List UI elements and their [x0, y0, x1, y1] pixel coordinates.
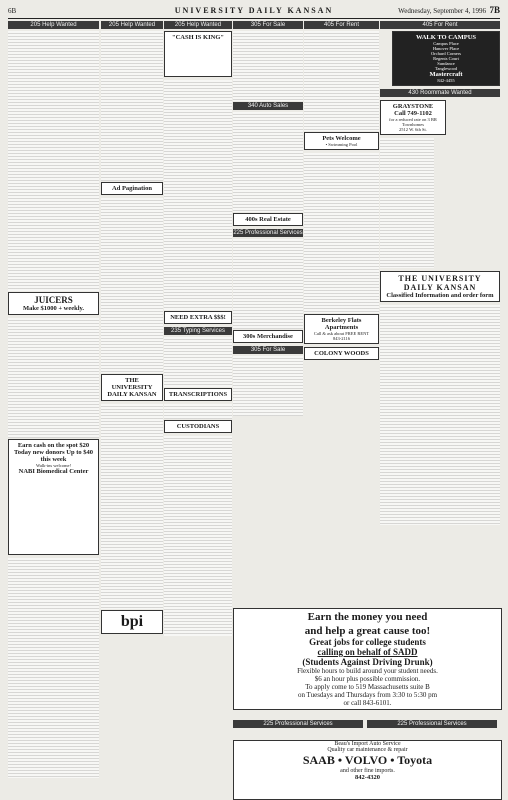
- section-header-professional: 225 Professional Services: [233, 720, 363, 728]
- section-header-help-wanted: 205 Help Wanted: [101, 21, 163, 29]
- classified-text-block: [101, 404, 163, 609]
- classified-text-block: [233, 239, 303, 329]
- custodians-ad: [164, 420, 232, 433]
- classified-info-title: Classified Information and order form: [386, 292, 494, 299]
- berkeley-name: Berkeley Flats Apartments: [321, 317, 362, 331]
- campus-place: Campus Place: [433, 41, 459, 46]
- berkeley-flats-ad: [304, 314, 379, 344]
- saab-line-3: and other fine imports.: [340, 768, 395, 774]
- banner-line-2: and help a great cause too!: [304, 625, 431, 637]
- juicers-ad: [8, 292, 99, 315]
- hanover-place: Hanover Place: [432, 46, 460, 51]
- sundance: Sundance: [437, 61, 455, 66]
- banner-line-9: on Tuesdays and Thursdays from 3:30 to 5:30 pm: [297, 691, 438, 699]
- banner-line-5: (Students Against Driving Drunk): [302, 657, 433, 667]
- banner-line-6: Flexible hours to build around your student needs.: [297, 667, 438, 675]
- saab-brand: SAAB • VOLVO • Toyota: [302, 753, 433, 767]
- banner-line-3: Great jobs for college students: [309, 637, 426, 647]
- colony-woods-title: COLONY WOODS: [314, 350, 369, 357]
- section-header-help-wanted: 205 Help Wanted: [8, 21, 99, 29]
- classified-text-block: [8, 318, 99, 438]
- saab-line-2: Quality car maintenance & repair: [327, 747, 408, 753]
- merchandise-header-box: [233, 330, 303, 343]
- section-header-auto-sales: 340 Auto Sales: [233, 102, 303, 110]
- pets-welcome-ad: [304, 132, 379, 150]
- classified-text-block: [164, 404, 232, 419]
- section-header-for-rent: 405 For Rent: [304, 21, 379, 29]
- section-header-for-rent: 405 For Rent: [380, 21, 500, 29]
- graystone-address: 2512 W. 6th St.: [399, 127, 427, 132]
- classified-text-block: [164, 80, 232, 310]
- cash-is-king-ad: [164, 31, 232, 77]
- udk-logo: THE UNIVERSITY DAILY KANSAN: [107, 377, 157, 398]
- earn-cash-text: Earn cash on the spot $20 Today new donors Up to $40 this week: [13, 442, 94, 463]
- banner-line-4: calling on behalf of SADD: [317, 647, 418, 657]
- classified-text-block: [101, 198, 163, 373]
- section-header-professional: 225 Professional Services: [367, 720, 497, 728]
- need-cash-ad: [164, 311, 232, 324]
- tanglewood: Tanglewood: [434, 66, 458, 71]
- masthead: [8, 4, 500, 19]
- section-header-for-sale: 305 For Sale: [233, 21, 303, 29]
- berkeley-phone: 843-2116: [332, 336, 351, 341]
- column-2: [101, 20, 163, 798]
- sadd-banner-ad: [233, 608, 502, 710]
- walk-to-campus-title: WALK TO CAMPUS: [415, 34, 477, 41]
- berkeley-call: Call & ask about FREE RENT: [313, 331, 370, 336]
- bottom-headers: [233, 712, 500, 730]
- transcriptions-title: TRANSCRIPTIONS: [168, 391, 228, 398]
- issue-date: Wednesday, September 4, 1996: [398, 7, 486, 15]
- mastercraft: Mastercraft: [429, 71, 463, 78]
- section-header-roommate: 430 Roommate Wanted: [380, 89, 500, 97]
- beaus-import-ad: [233, 740, 502, 800]
- banner-line-8: To apply come to 519 Massachusetts suite B: [305, 683, 430, 691]
- pool-text: • Swimming Pool: [325, 142, 358, 147]
- classified-text-block: [304, 31, 379, 131]
- saab-phone: 842-4320: [355, 774, 380, 781]
- pets-welcome-title: Pets Welcome: [322, 135, 361, 142]
- classified-text-block: [304, 153, 379, 313]
- graystone-ad: [380, 100, 446, 135]
- walk-to-campus-ad: [392, 31, 500, 86]
- plasma-donation-ad: [8, 439, 99, 555]
- newspaper-name: UNIVERSITY DAILY KANSAN: [174, 6, 334, 15]
- custodians-title: CUSTODIANS: [176, 423, 220, 430]
- classified-text-block: [101, 31, 163, 181]
- banner-line-1: Earn the money you need: [307, 611, 428, 623]
- merchandise-title: 300s Merchandise: [243, 333, 293, 340]
- section-header-for-sale: 305 For Sale: [233, 346, 303, 354]
- page-number: 7B: [489, 5, 500, 15]
- nabi-name: NABI Biomedical Center: [18, 468, 89, 475]
- column-1: [8, 20, 99, 798]
- classified-text-block: [164, 337, 232, 387]
- need-cash-title: NEED EXTRA $$$!: [170, 314, 226, 321]
- classified-text-block: [233, 112, 303, 212]
- classified-info-box: [380, 271, 500, 302]
- section-header-help-wanted: 205 Help Wanted: [164, 21, 232, 29]
- juicers-title: JUICERS: [34, 295, 73, 305]
- bpi-ad: [101, 610, 163, 634]
- juicers-offer: Make $1000 + weekly.: [22, 305, 85, 312]
- bpi-logo: bpi: [120, 613, 144, 630]
- transcriptions-ad: [164, 388, 232, 401]
- ad-pagination-title: Ad Pagination: [112, 185, 152, 192]
- page-label: 6B: [8, 7, 17, 15]
- classified-text-block: [233, 356, 303, 416]
- graystone-title: GRAYSTONE: [392, 103, 434, 110]
- section-header-typing: 235 Typing Services: [164, 327, 232, 335]
- classified-text-block: [164, 436, 232, 636]
- udk-logo-box: [101, 374, 163, 401]
- cash-is-king-title: "CASH IS KING": [171, 34, 224, 41]
- real-estate-ad: [233, 213, 303, 226]
- classified-text-block: [233, 31, 303, 101]
- saab-line-1: Beau's Import Auto Service: [334, 741, 401, 747]
- banner-line-7: $6 an hour plus possible commission.: [314, 675, 421, 683]
- walkins-text: Walk-ins welcome!: [35, 463, 71, 468]
- classified-kansan-logo: THE UNIVERSITY DAILY KANSAN: [398, 274, 482, 292]
- graystone-offer: for a reduced rate on 3 BR Townhomes: [389, 117, 437, 127]
- graystone-call: Call 749-1102: [394, 110, 432, 117]
- mastercraft-phone: 842-4455: [437, 78, 455, 83]
- section-header-professional: 225 Professional Services: [233, 230, 303, 236]
- banner-line-10: or call 843-6101.: [343, 699, 392, 707]
- colony-woods-ad: [304, 347, 379, 360]
- classified-text-block: [8, 31, 99, 291]
- classified-text-block: [8, 558, 99, 778]
- orchard-corners: Orchard Corners: [430, 51, 462, 56]
- regents-court: Regents Court: [433, 56, 459, 61]
- column-3: [164, 20, 232, 798]
- real-estate-title: 400s Real Estate: [245, 216, 291, 223]
- ad-pagination-box: [101, 182, 163, 195]
- classified-order-form: [380, 305, 500, 525]
- classified-text-block: [380, 138, 434, 268]
